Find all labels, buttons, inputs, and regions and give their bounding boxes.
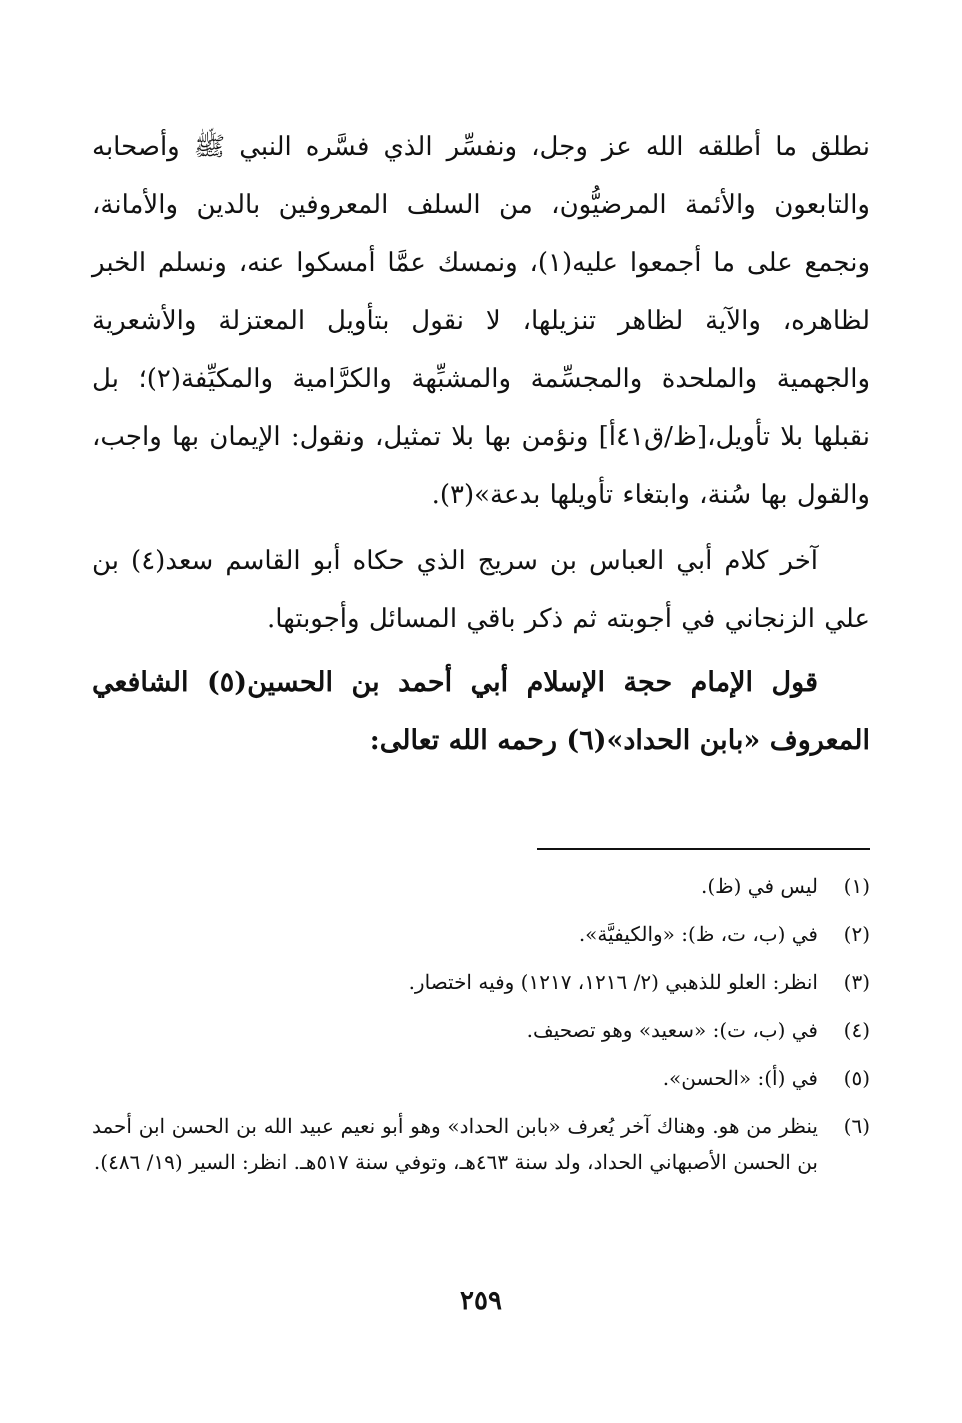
- footnote-5: [92, 1054, 870, 1102]
- footnote-3: [92, 958, 870, 1006]
- footnote-number: (٢): [843, 922, 870, 946]
- footnote-number: (٤): [843, 1018, 870, 1042]
- footnote-divider: [537, 848, 870, 850]
- footnote-text: في (أ): «الحسن».: [662, 1066, 818, 1090]
- body-paragraph-2: آخر كلام أبي العباس بن سريج الذي حكاه أبو القاسم سعد(٤) بن علي الزنجاني في أجوبته ثم ذكر باقي المسائل وأجوبتها.: [92, 546, 870, 634]
- main-text: [92, 118, 870, 770]
- footnote-text: ليس في (ظ).: [700, 874, 818, 898]
- page-number: ٢٥٩: [460, 1286, 502, 1316]
- footnote-1: [92, 862, 870, 910]
- footnote-number: (٥): [843, 1066, 870, 1090]
- footnote-number: (٣): [843, 970, 870, 994]
- footnote-text: ينظر من هو. وهناك آخر يُعرف «بابن الحداد» وهو أبو نعيم عبيد الله بن الحسن ابن أحمد بن الحسن الأصبهاني الحداد، ولد سنة ٤٦٣هـ، وتوفي سنة ٥١٧هـ. انظر: السير (١٩/ ٤٨٦).: [92, 1114, 818, 1174]
- body-paragraph-1: نطلق ما أطلقه الله عز وجل، ونفسِّر الذي فسَّره النبي ﷺ وأصحابه والتابعون والأئمة المرضيُّون، من السلف المعروفين بالدين والأمانة، ونجمع على ما أجمعوا عليه(١)، ونمسك عمَّا أمسكوا عنه، ونسلم الخبر لظاهره، والآية لظاهر تنزيلها، لا نقول بتأويل المعتزلة والأشعرية والجهمية والملحدة والمجسِّمة والمشبِّهة والكرَّامية والمكيِّفة(٢)؛ بل نقبلها بلا تأويل،[ظ/ق٤١أ] ونؤمن بها بلا تمثيل، ونقول: الإيمان بها واجب، والقول بها سُنة، وابتغاء تأويلها بدعة»(٣).: [92, 132, 871, 510]
- footnote-number: (٦): [843, 1114, 870, 1138]
- footnote-text: انظر: العلو للذهبي (٢/ ١٢١٦، ١٢١٧) وفيه اختصار.: [408, 970, 818, 994]
- section-heading: قول الإمام حجة الإسلام أبي أحمد بن الحسين(٥) الشافعي المعروف «بابن الحداد»(٦) رحمه الله تعالى:: [92, 667, 870, 756]
- footnote-number: (١): [843, 874, 870, 898]
- footnote-4: [92, 1006, 870, 1054]
- footnote-6: [92, 1102, 870, 1180]
- footnote-text: في (ب، ت، ظ): «والكيفيَّة».: [578, 922, 818, 946]
- footnote-text: في (ب، ت): «سعيد» وهو تصحيف.: [526, 1018, 818, 1042]
- footnotes-list: [92, 862, 870, 1180]
- footnote-2: [92, 910, 870, 958]
